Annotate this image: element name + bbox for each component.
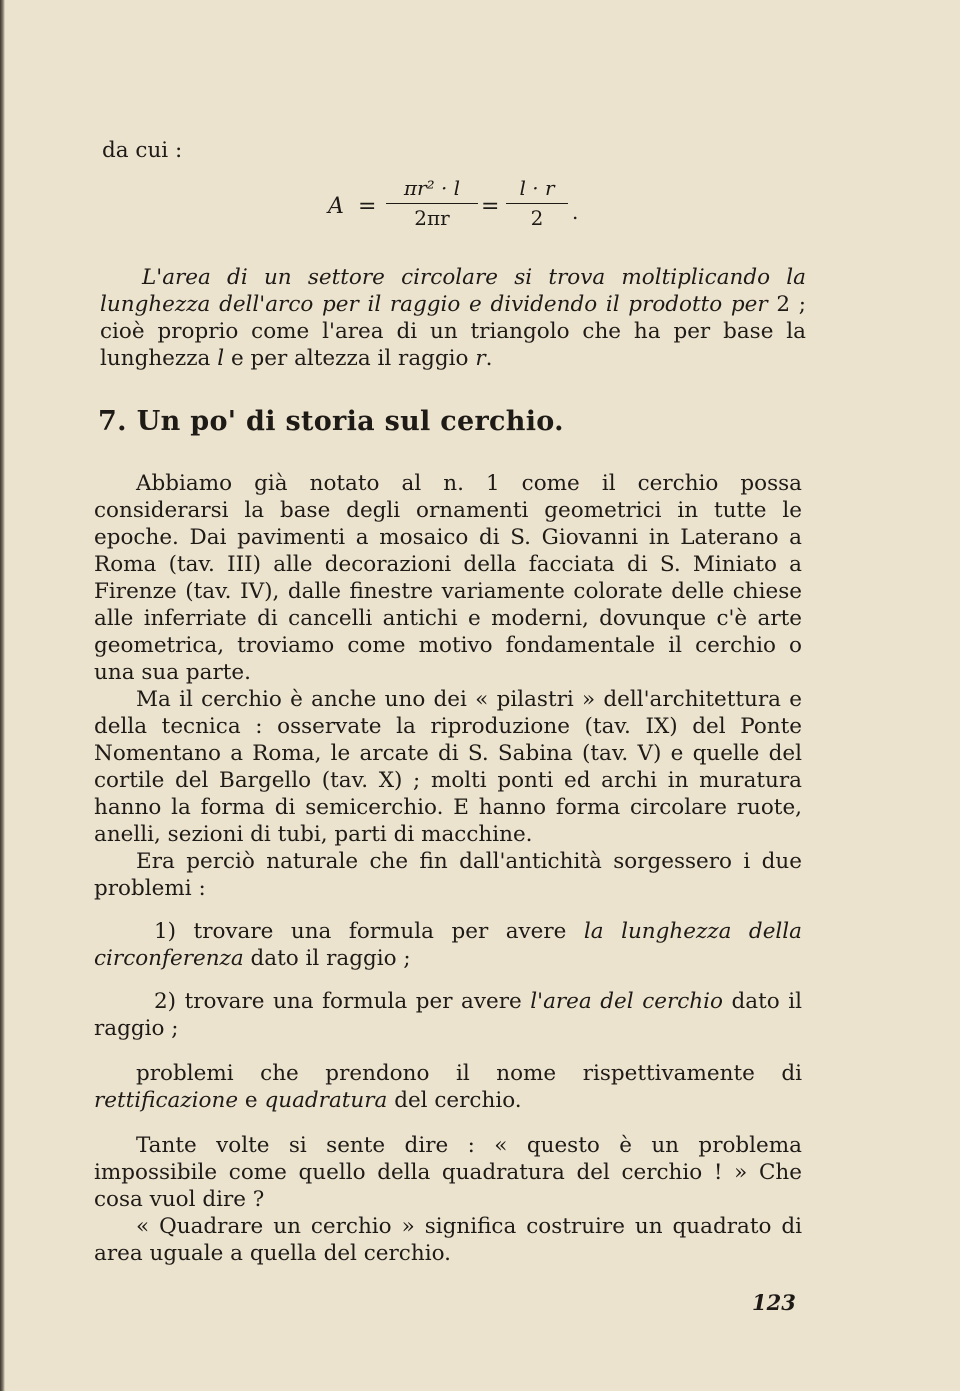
formula-period: . xyxy=(572,200,579,224)
paragraph-problem-names xyxy=(94,1060,802,1114)
problem-names-conj: e xyxy=(238,1088,265,1113)
book-page xyxy=(90,0,805,1391)
section-heading xyxy=(98,406,564,437)
problem-names-end: del cerchio. xyxy=(387,1088,522,1113)
section-body xyxy=(94,470,802,1267)
fraction-2 xyxy=(506,176,568,230)
problem-item-1 xyxy=(94,918,802,972)
page-edge xyxy=(0,0,5,1391)
fraction-1-bar xyxy=(386,203,478,204)
formula-lhs: A xyxy=(328,194,344,219)
formula-equals-1: = xyxy=(358,194,377,219)
fraction-2-bar xyxy=(506,203,568,204)
sector-area-definition xyxy=(100,264,806,372)
formula-equals-2: = xyxy=(481,194,500,219)
problem-1-end: dato il raggio ; xyxy=(243,946,411,971)
section-title: Un po' di storia sul cerchio. xyxy=(136,406,564,437)
definition-end: . xyxy=(485,346,493,371)
fraction-1-numerator: πr² · l xyxy=(403,176,461,200)
term-rettificazione: rettificazione xyxy=(94,1088,239,1113)
section-number: 7. xyxy=(98,406,127,437)
problem-2-italic: l'area del cerchio xyxy=(530,989,723,1014)
definition-text-2: e per altezza il raggio xyxy=(224,346,476,371)
intro-text: da cui : xyxy=(102,138,183,163)
problem-2-text: 2) trovare una formula per avere xyxy=(154,989,531,1014)
fraction-2-denominator: 2 xyxy=(530,206,544,230)
paragraph-architecture: Ma il cerchio è anche uno dei « pilastri » dell'architettura e della tecnica : osservate la riproduzione (tav. IX) del Ponte Nomentano a Roma, le arcate di S. Sabina (tav. V) e quelle del cortile del Bargello (tav. X) ; molti ponti ed archi in muratura hanno la forma di semicerchio. E hanno forma circolare ruote, anelli, sezioni di tubi, parti di macchine. xyxy=(94,687,802,847)
paragraph-impossible: Tante volte si sente dire : « questo è un problema impossibile come quello della quadratura del cerchio ! » Che cosa vuol dire ? xyxy=(94,1133,802,1212)
paragraph-problems-intro: Era perciò naturale che fin dall'antichità sorgessero i due problemi : xyxy=(94,849,802,901)
definition-var-r: r xyxy=(475,346,486,371)
definition-italic: L'area di un settore circolare si trova moltiplicando la lunghezza dell'arco per il raggio e dividendo il prodotto per xyxy=(100,265,806,317)
definition-var-l: l xyxy=(217,346,225,371)
fraction-2-numerator: l · r xyxy=(519,176,555,200)
problem-2-end: dato il raggio ; xyxy=(94,989,802,1041)
page-number: 123 xyxy=(752,1290,796,1315)
paragraph-squaring: « Quadrare un cerchio » significa costruire un quadrato di area uguale a quella del cerchio. xyxy=(94,1214,802,1266)
problem-names-text: problemi che prendono il nome rispettivamente di xyxy=(136,1061,802,1086)
problem-1-text: 1) trovare una formula per avere xyxy=(154,919,584,944)
paragraph-ornaments: Abbiamo già notato al n. 1 come il cerchio possa considerarsi la base degli ornamenti geometrici in tutte le epoche. Dai pavimenti a mosaico di S. Giovanni in Laterano a Roma (tav. III) alle decorazioni della facciata di S. Miniato a Firenze (tav. IV), dalle finestre variamente colorate delle chiese alle inferriate di cancelli antichi e moderni, dovunque c'è arte geometrica, troviamo come motivo fondamentale il cerchio o una sua parte. xyxy=(94,471,802,685)
definition-text-1: 2 ; cioè proprio come l'area di un triangolo che ha per base la lunghezza xyxy=(100,292,807,371)
fraction-1-denominator: 2πr xyxy=(414,206,450,230)
fraction-1 xyxy=(386,176,478,230)
problem-item-2 xyxy=(94,988,802,1042)
term-quadratura: quadratura xyxy=(264,1088,388,1113)
problem-1-italic: la lunghezza della circonferenza xyxy=(94,919,802,971)
